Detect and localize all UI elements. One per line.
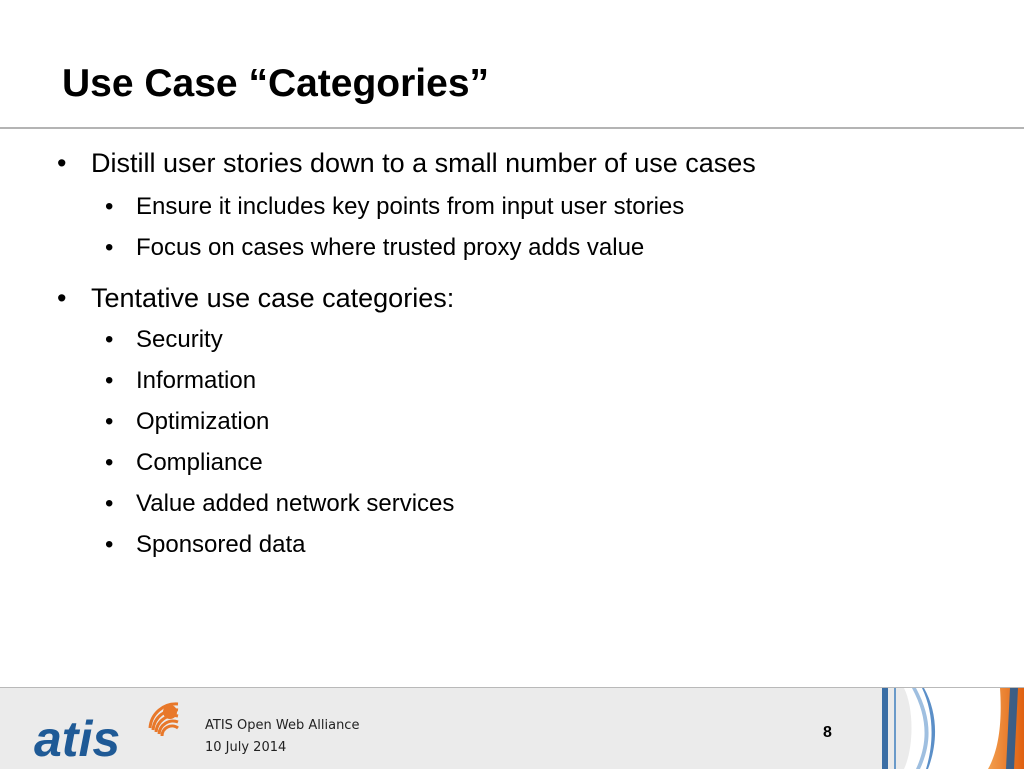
- bullet-dot: •: [105, 367, 114, 394]
- sub-bullet-text: Compliance: [136, 449, 263, 476]
- corner-decoration: [868, 688, 1024, 769]
- bullet-dot: •: [105, 490, 114, 517]
- footer-organization: ATIS Open Web Alliance: [205, 718, 360, 733]
- bullet-dot: •: [57, 283, 67, 313]
- bullet-text: Tentative use case categories:: [91, 283, 455, 313]
- sub-bullet-text: Optimization: [136, 408, 270, 435]
- sub-bullet-text: Information: [136, 367, 257, 394]
- bullet-text: Distill user stories down to a small number of use cases: [91, 148, 756, 178]
- bullet-dot: •: [105, 449, 114, 476]
- bullet-dot: •: [105, 531, 114, 558]
- atis-logo: [32, 698, 192, 762]
- sub-bullet-text: Focus on cases where trusted proxy adds value: [136, 234, 645, 261]
- slide-footer: [0, 687, 1024, 769]
- sunburst-icon: [150, 704, 178, 736]
- slide-title: Use Case “Categories”: [62, 62, 490, 105]
- sub-bullet-text: Ensure it includes key points from input user stories: [136, 193, 685, 220]
- sub-bullet-text: Sponsored data: [136, 531, 306, 558]
- bullet-dot: •: [105, 408, 114, 435]
- sub-bullet-text: Security: [136, 326, 223, 353]
- bullet-dot: •: [105, 234, 114, 261]
- bullet-dot: •: [57, 148, 67, 178]
- bullet-dot: •: [105, 326, 114, 353]
- sub-bullet-text: Value added network services: [136, 490, 455, 517]
- page-number: 8: [823, 724, 832, 741]
- logo-wordmark: atis: [34, 711, 121, 762]
- bullet-dot: •: [105, 193, 114, 220]
- footer-date: 10 July 2014: [205, 740, 287, 755]
